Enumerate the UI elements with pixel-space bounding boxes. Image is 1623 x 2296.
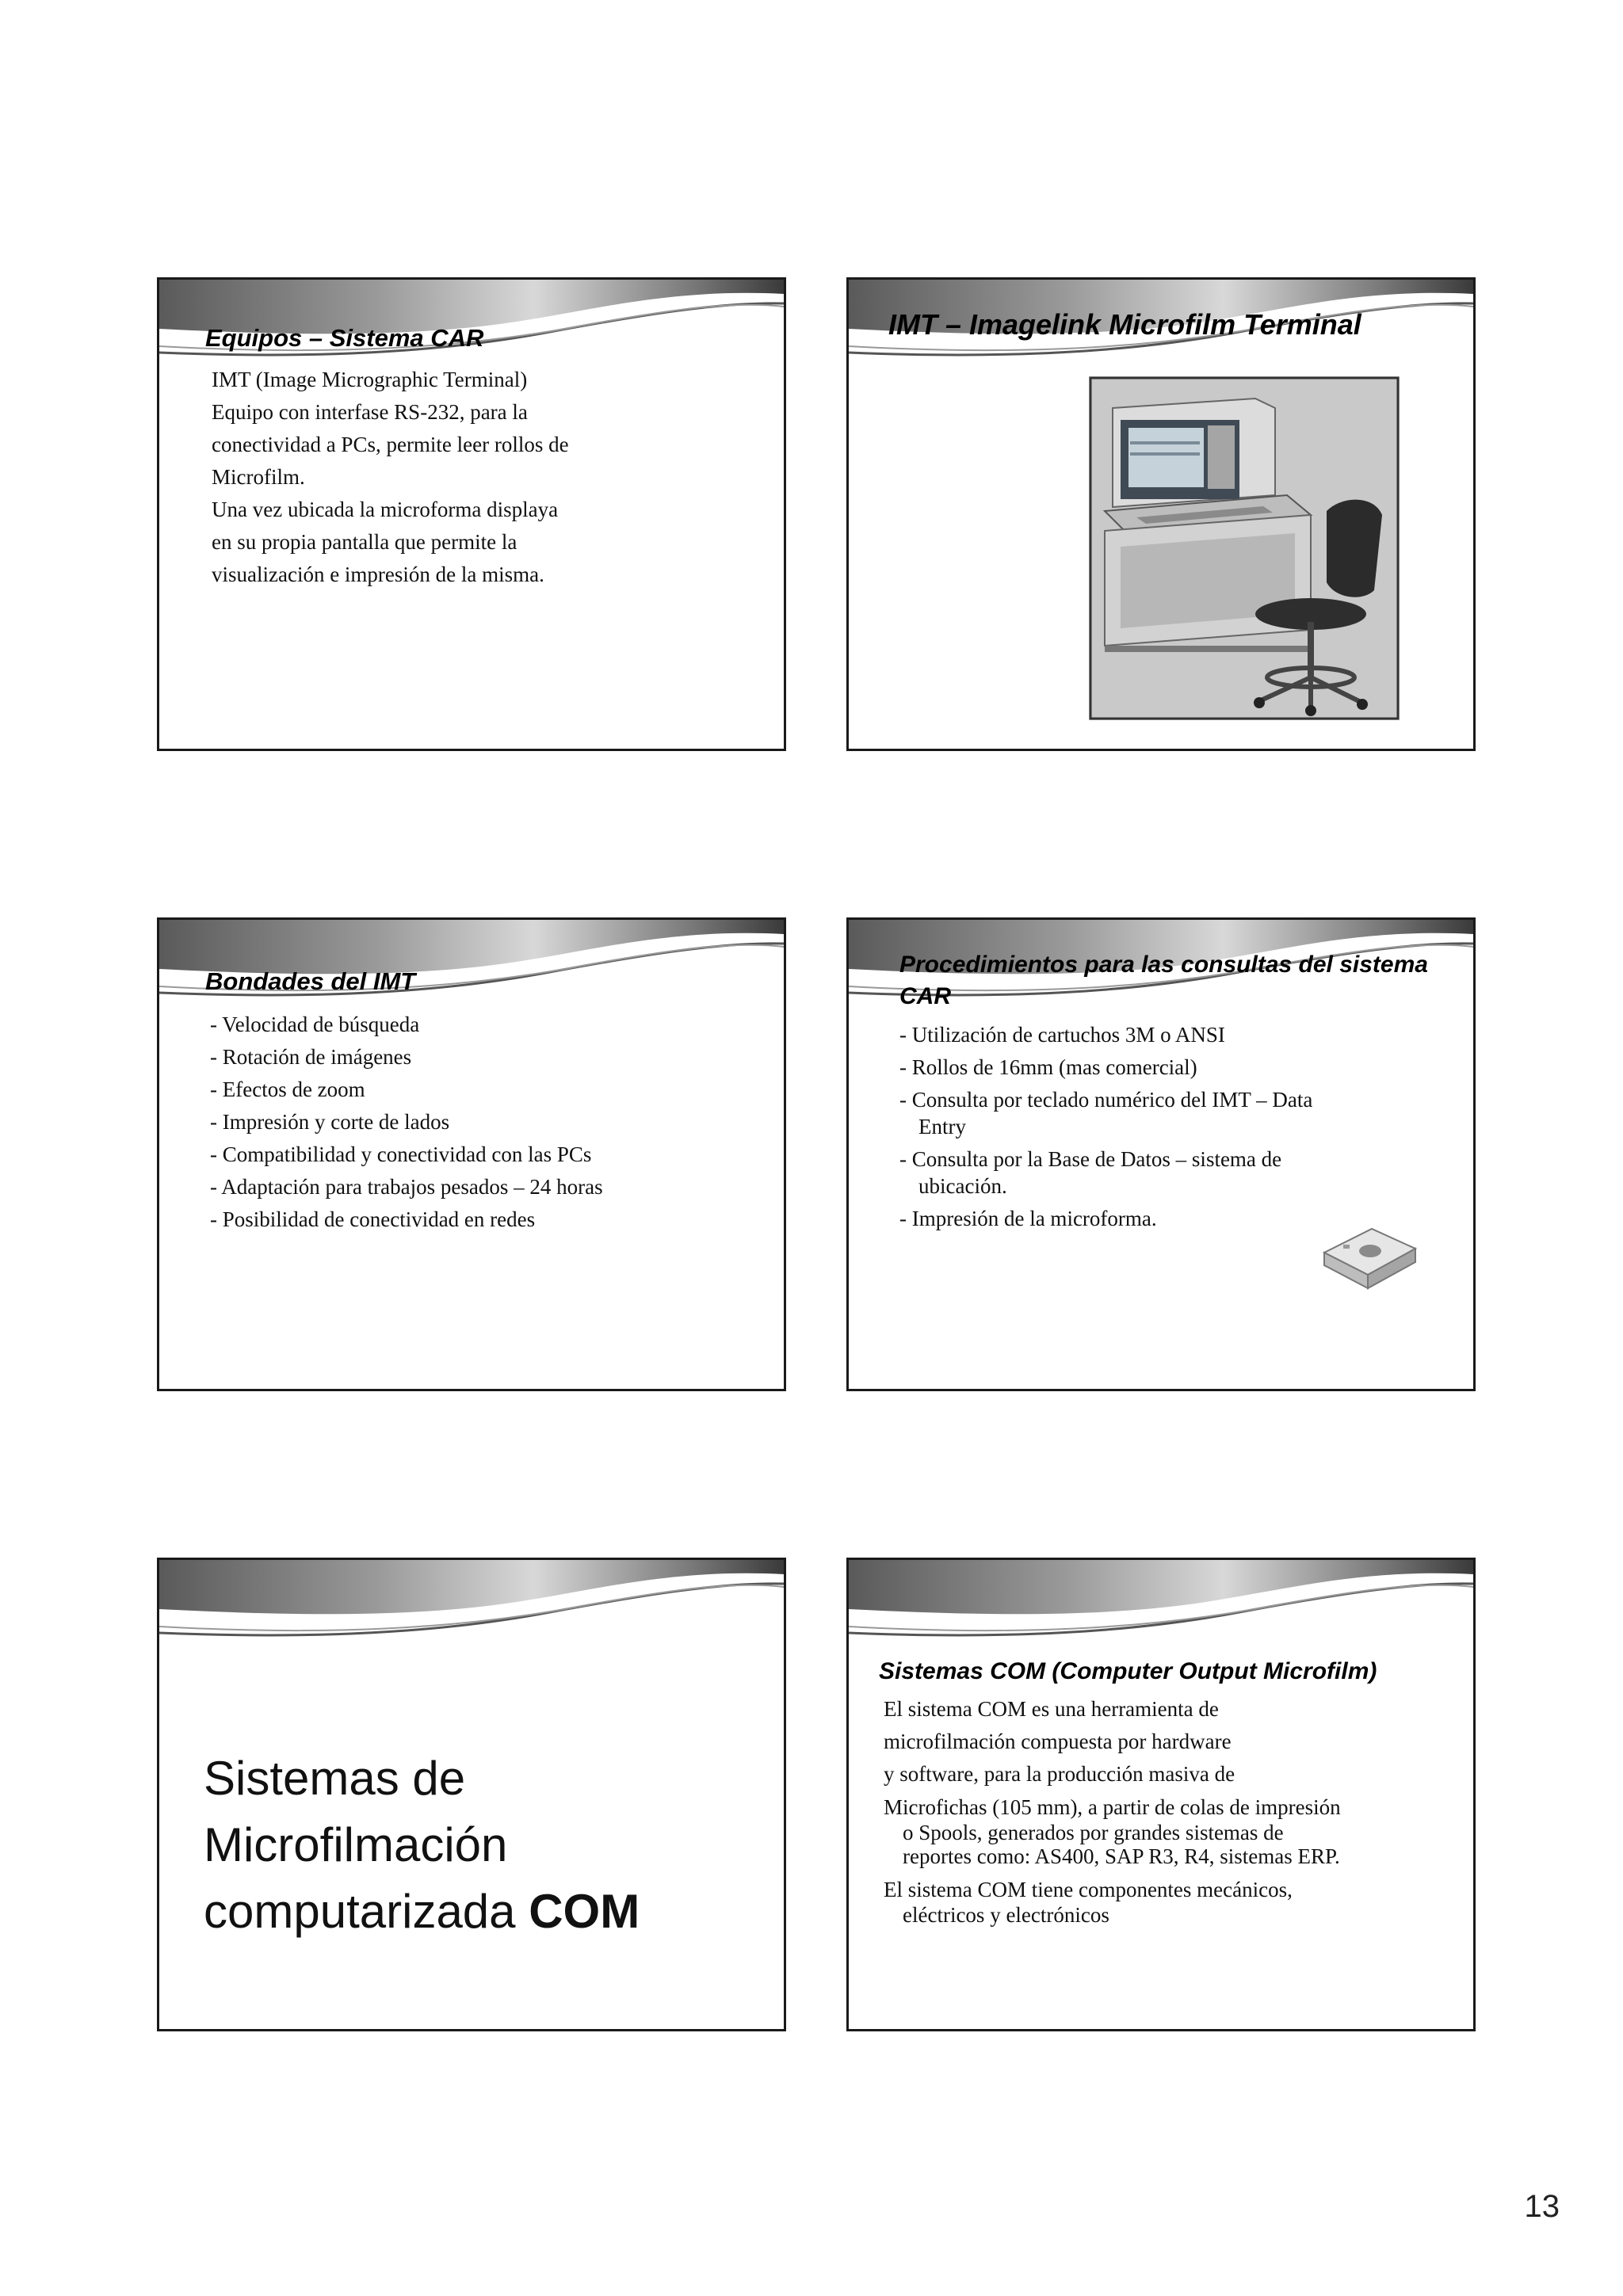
list-item — [899, 1146, 1312, 1199]
body-line: Equipo con interfase RS-232, para la — [212, 400, 528, 424]
section-title-line: Sistemas de — [204, 1752, 466, 1805]
list-item-text: - Consulta por la Base de Datos – sistema de — [899, 1147, 1282, 1171]
slide-title: IMT – Imagelink Microfilm Terminal — [888, 308, 1361, 341]
section-title-line — [204, 1878, 640, 1945]
slide-sistemas-com-title — [157, 1558, 786, 2031]
slide-title: Bondades del IMT — [205, 967, 416, 995]
list-item: - Rollos de 16mm (mas comercial) — [899, 1055, 1197, 1079]
body-line: visualización e impresión de la misma. — [212, 563, 544, 586]
slide-title-line2: CAR — [899, 983, 951, 1009]
body-line: Microfichas (105 mm), a partir de colas de impresión — [884, 1795, 1341, 1819]
body-line: Microfilm. — [212, 465, 305, 489]
procedimientos-list — [899, 1021, 1312, 1238]
list-item: - Velocidad de búsqueda — [210, 1013, 420, 1036]
section-title — [204, 1745, 640, 1945]
list-item: - Compatibilidad y conectividad con las PCs — [210, 1142, 592, 1166]
slide-header-swoosh — [159, 1560, 784, 1647]
body-line: o Spools, generados por grandes sistemas de — [903, 1821, 1284, 1844]
body-line: conectividad a PCs, permite leer rollos de — [212, 433, 569, 456]
slide-title-line1: Procedimientos para las consultas del sistema — [899, 952, 1428, 978]
list-item: - Impresión y corte de lados — [210, 1110, 450, 1134]
slide-procedimientos-consultas — [846, 917, 1476, 1391]
list-item-continuation: Entry — [918, 1115, 966, 1138]
list-item: - Adaptación para trabajos pesados – 24 horas — [210, 1175, 603, 1199]
body-line: y software, para la producción masiva de — [884, 1762, 1235, 1786]
list-item: - Rotación de imágenes — [210, 1045, 412, 1069]
slide-header-swoosh — [849, 1560, 1473, 1647]
body-line: IMT (Image Micrographic Terminal) — [212, 368, 528, 391]
microfilm-cartridge-icon — [1316, 1221, 1419, 1292]
list-item: - Posibilidad de conectividad en redes — [210, 1207, 536, 1231]
section-title-text: computarizada — [204, 1885, 529, 1938]
body-line: en su propia pantalla que permite la — [212, 530, 517, 554]
section-title-emphasis: COM — [529, 1885, 640, 1938]
list-item-continuation: ubicación. — [918, 1174, 1007, 1198]
body-line: reportes como: AS400, SAP R3, R4, sistemas ERP. — [903, 1844, 1340, 1868]
body-line: Una vez ubicada la microforma displaya — [212, 498, 559, 521]
list-item — [899, 1086, 1312, 1140]
slide-body — [884, 1693, 1341, 1927]
slide-bondades-imt — [157, 917, 786, 1391]
body-line: El sistema COM tiene componentes mecánicos, — [884, 1878, 1293, 1901]
bondades-list — [210, 1009, 603, 1236]
microfilm-terminal-photo — [1089, 376, 1400, 720]
page-number: 13 — [1524, 2189, 1560, 2224]
slide-equipos-sistema-car — [157, 277, 786, 751]
list-item: - Utilización de cartuchos 3M o ANSI — [899, 1023, 1225, 1047]
list-item: - Impresión de la microforma. — [899, 1207, 1157, 1230]
slide-title: Sistemas COM (Computer Output Microfilm) — [879, 1658, 1377, 1684]
slide-imt-imagelink — [846, 277, 1476, 751]
slide-body — [212, 364, 569, 591]
slide-sistemas-com-detail — [846, 1558, 1476, 2031]
body-line: microfilmación compuesta por hardware — [884, 1730, 1232, 1753]
list-item-text: - Consulta por teclado numérico del IMT – Data — [899, 1088, 1313, 1112]
slide-title: Equipos – Sistema CAR — [205, 324, 484, 352]
body-line: El sistema COM es una herramienta de — [884, 1697, 1219, 1721]
section-title-line: Microfilmación — [204, 1818, 508, 1871]
slide-header-swoosh — [159, 280, 784, 367]
list-item: - Efectos de zoom — [210, 1077, 365, 1101]
body-line: eléctricos y electrónicos — [903, 1903, 1109, 1927]
